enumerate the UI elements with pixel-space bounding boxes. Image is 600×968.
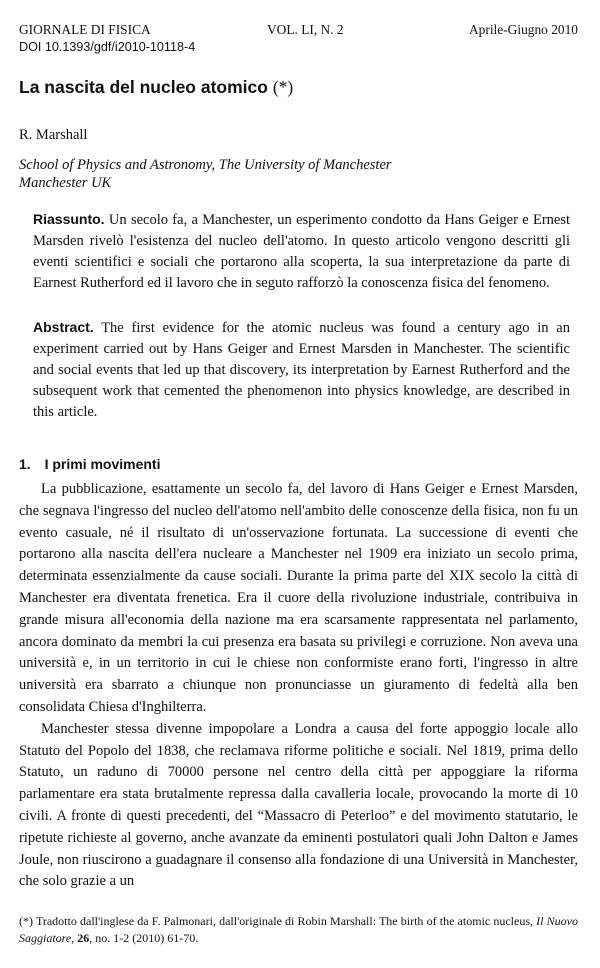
article-title: [19, 77, 293, 98]
abstract-block: [33, 317, 570, 423]
section-number: 1.: [19, 456, 31, 472]
journal-name: GIORNALE DI FISICA: [19, 22, 151, 37]
doi: DOI 10.1393/gdf/i2010-10118-4: [19, 40, 196, 54]
section-heading: [19, 456, 161, 472]
affiliation-line-1: School of Physics and Astronomy, The University of Manchester: [19, 157, 392, 173]
footnote: (*) Tradotto dall'inglese da F. Palmonari, dall'originale di Robin Marshall: The birth of the atomic nucleus, Il Nuovo Saggiatore, 26, no. 1-2 (2010) 61-70.: [19, 914, 578, 945]
body-paragraph-2: Manchester stessa divenne impopolare a Londra a causa del forte appoggio locale allo Statuto del Popolo del 1838, che reclamava riforme politiche e sociali. Nel 1819, prima dello Statuto, un raduno di 70000 persone nel centro della città per appoggiare la riforma parlamentare era stata brutalmente repressa dalla cavalleria locale, provocando la morte di 10 civili. A fronte di questi precedenti, del “Massacro di Peterloo” e del movimento statutario, le ripetute richieste al governo, anche avanzate da eminenti postulatori quali John Dalton e James Joule, non riuscirono a guadagnare il consenso alla fondazione di una Università in Manchester, che solo grazie a un: [19, 720, 578, 890]
title-footnote-mark: (*): [272, 77, 294, 97]
body-paragraph-1: La pubblicazione, esattamente un secolo fa, del lavoro di Hans Geiger e Ernest Marsden, che segnava l'ingresso del nucleo dell'atomo nell'ambito delle conoscenze della fisica, non fu un evento casuale, né il risultato di un'osservazione fortunata. La successione di eventi che portarono alla nascita dell'era nucleare a Manchester nel 1909 era iniziato un secolo prima, determinata essenzialmente da cause sociali. Durante la prima parte del XIX secolo la città di Manchester era diventata frenetica. Era il cuore della rivoluzione industriale, contribuiva in grande misura all'economia della nazione ma era scarsamente rappresentata nel parlamento, ancora dominato da membri la cui presenza era basata su privilegi e corruzione. Non aveva una università e, in un territorio in cui le chiese non conformiste erano forti, l'ingresso in altre università era sbarrato a chiunque non pronunciasse un giuramento di fedeltà alla ben consolidata Chiesa d'Inghilterra.: [19, 481, 578, 715]
riassunto-text: Un secolo fa, a Manchester, un esperimento condotto da Hans Geiger e Ernest Marsden rivelò l'esistenza del nucleo dell'atomo. In questo articolo vengono descritti gli eventi scientifici e sociali che portarono alla scoperta, la sua interpretazione da parte di Earnest Rutherford ed il lavoro che in seguto rafforzò la conoscenza fisica del fenomeno.: [33, 212, 571, 291]
affiliation-line-2: Manchester UK: [19, 175, 112, 191]
issue-date: Aprile-Giugno 2010: [469, 22, 578, 37]
riassunto-block: [33, 209, 570, 294]
author: R. Marshall: [19, 127, 88, 143]
abstract-text: The first evidence for the atomic nucleus was found a century ago in an experiment carried out by Hans Geiger and Ernest Marsden in Manchester. The scientific and social events that led up that discovery, its interpretation by Earnest Rutherford and the subsequent work that cemented the phenomenon into physics knowledge, are described in this article.: [33, 320, 570, 420]
footnote-volume: 26: [77, 931, 90, 945]
section-title: I primi movimenti: [44, 456, 161, 472]
footnote-pages: , no. 1-2 (2010) 61-70.: [89, 931, 199, 945]
riassunto-label: Riassunto.: [33, 211, 105, 227]
article-title-text: La nascita del nucleo atomico: [19, 77, 268, 97]
footnote-text: Tradotto dall'inglese da F. Palmonari, dall'originale di Robin Marshall: The birth of the atomic nucleus,: [35, 914, 534, 928]
abstract-label: Abstract.: [33, 319, 94, 335]
footnote-journal: Il Nuovo Saggiatore: [19, 914, 578, 945]
affiliation: [19, 156, 392, 192]
volume-number: VOL. LI, N. 2: [267, 22, 344, 37]
body-text: [19, 479, 578, 893]
running-header: [19, 22, 578, 38]
footnote-mark: (*): [19, 914, 33, 928]
